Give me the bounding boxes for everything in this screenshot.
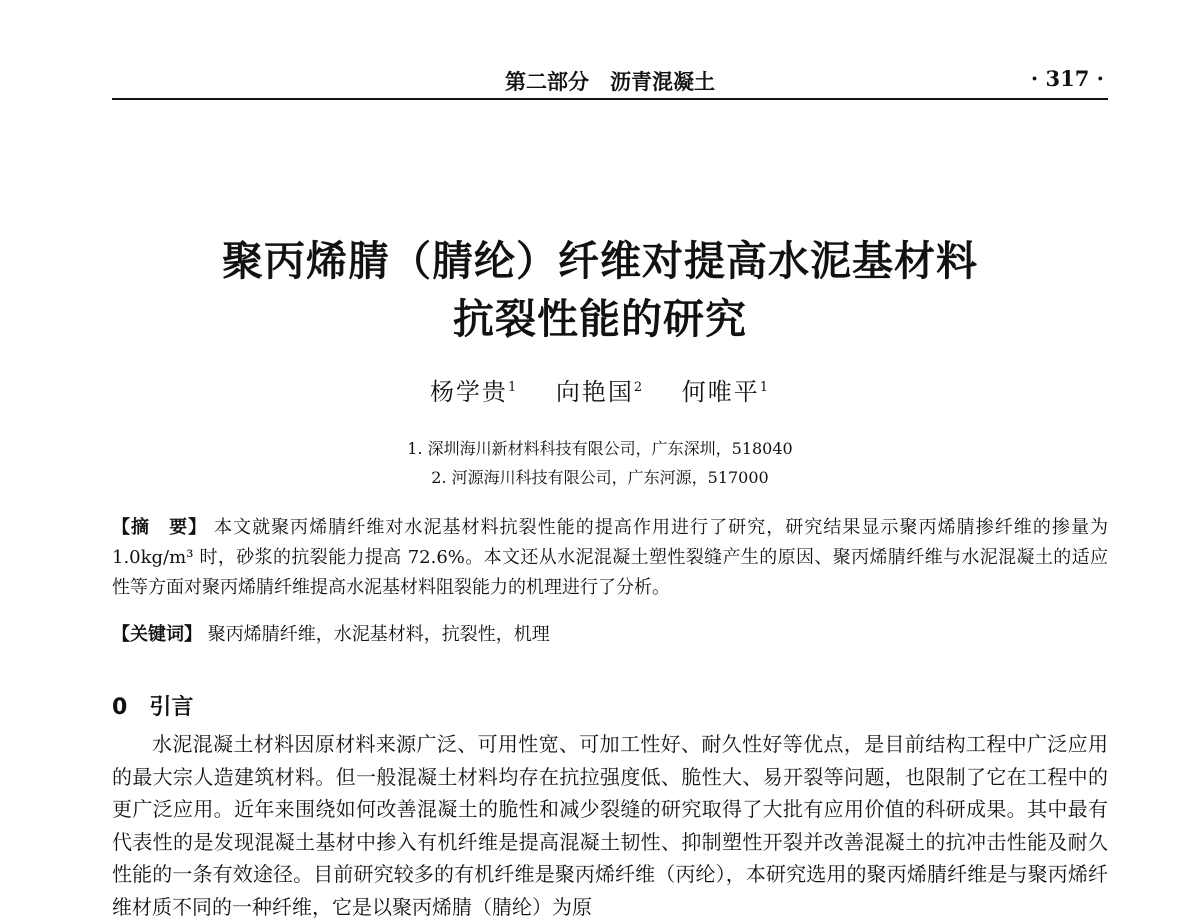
affiliation-2: 2. 河源海川科技有限公司，广东河源，517000 — [431, 468, 769, 487]
section-heading — [112, 690, 193, 721]
section-title: 引言 — [149, 695, 194, 720]
affiliation-1: 1. 深圳海川新材料科技有限公司，广东深圳，518040 — [407, 439, 793, 458]
author: 何唯平$^1$ — [681, 378, 771, 406]
abstract-label: 【摘 要】 — [112, 517, 208, 538]
paper-title — [0, 232, 1200, 348]
abstract-text: 本文就聚丙烯腈纤维对水泥基材料抗裂性能的提高作用进行了研究，研究结果显示聚丙烯腈掺纤维的掺量为 1.0kg/m³ 时，砂浆的抗裂能力提高 72.6%。本文还从水泥混凝土塑性裂缝产生的原因、聚丙烯腈纤维与水泥混凝土的适应性等方面对聚丙烯腈纤维提高水泥基材料阻裂能力的机理进行了分析。 — [112, 517, 1108, 598]
header-section-title: 第二部分 沥青混凝土 — [505, 70, 715, 94]
author-list — [0, 372, 1200, 407]
section-number: 0 — [112, 695, 128, 720]
keywords-text: 聚丙烯腈纤维，水泥基材料，抗裂性，机理 — [207, 624, 550, 645]
author: 杨学贵$^1$ — [429, 378, 519, 406]
keywords-label: 【关键词】 — [112, 624, 202, 645]
page-number: · 317 · — [1030, 66, 1104, 91]
running-header — [112, 58, 1108, 100]
author: 向艳国$^2$ — [555, 378, 645, 406]
keywords — [112, 620, 1108, 650]
abstract — [112, 513, 1108, 603]
title-line-2: 抗裂性能的研究 — [453, 295, 747, 343]
title-line-1: 聚丙烯腈（腈纶）纤维对提高水泥基材料 — [222, 237, 978, 285]
intro-paragraph: 水泥混凝土材料因原材料来源广泛、可用性宽、可加工性好、耐久性好等优点，是目前结构工程中广泛应用的最大宗人造建筑材料。但一般混凝土材料均存在抗拉强度低、脆性大、易开裂等问题，也限制了它在工程中的更广泛应用。近年来围绕如何改善混凝土的脆性和减少裂缝的研究取得了大批有应用价值的科研成果。其中最有代表性的是发现混凝土基材中掺入有机纤维是提高混凝土韧性、抑制塑性开裂并改善混凝土的抗冲击性能及耐久性能的一条有效途径。目前研究较多的有机纤维是聚丙烯纤维（丙纶），本研究选用的聚丙烯腈纤维是与聚丙烯纤维材质不同的一种纤维，它是以聚丙烯腈（腈纶）为原 — [112, 732, 1108, 919]
